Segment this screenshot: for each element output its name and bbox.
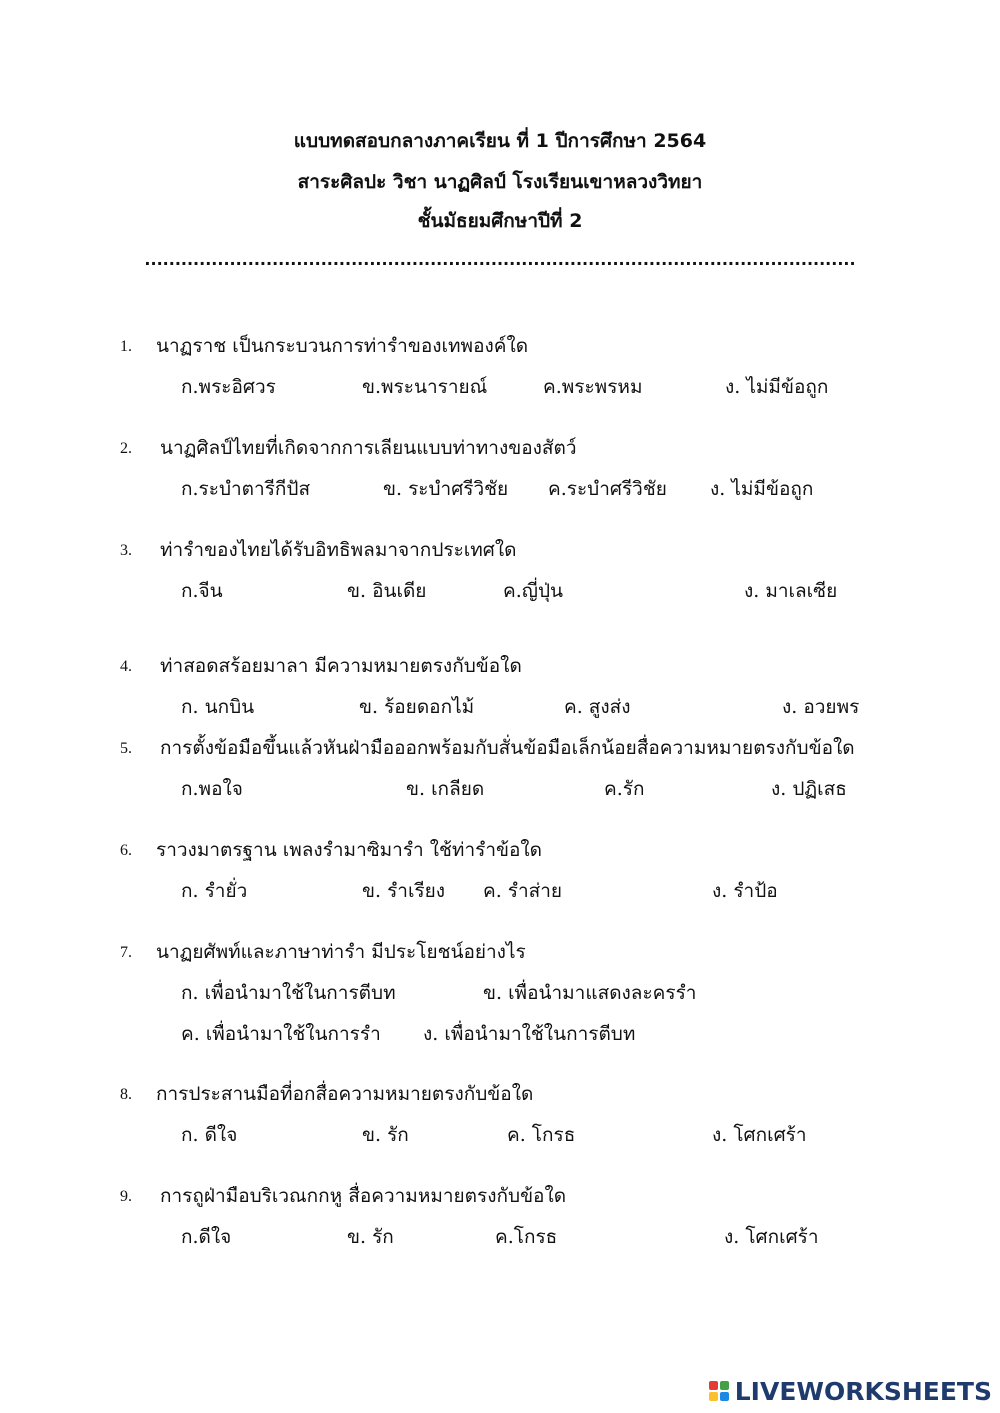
option-a: ก. ดีใจ [181,1124,238,1146]
option-d: ง. ไม่มีข้อถูก [710,478,814,500]
option-b: ข. ระบำศรีวิชัย [383,478,509,500]
logo-square-blue [720,1392,729,1401]
question-text: ท่าสอดสร้อยมาลา มีความหมายตรงกับข้อใด [160,655,522,677]
option-a: ก.ดีใจ [181,1226,232,1248]
option-c: ค.ญี่ปุ่น [503,580,563,602]
question-text: นาฏราช เป็นกระบวนการท่ารำของเทพองค์ใด [156,335,529,357]
question-number: 2. [120,440,132,457]
question-text: นาฏยศัพท์และภาษาท่ารำ มีประโยชน์อย่างไร [156,941,526,963]
option-a: ก.ระบำตารีกีปัส [181,478,311,500]
option-d: ง. โศกเศร้า [724,1226,819,1248]
question-number: 9. [120,1188,132,1205]
logo-square-red [709,1381,718,1390]
question-text: ท่ารำของไทยได้รับอิทธิพลมาจากประเทศใด [160,539,517,561]
option-b: ข. รำเรียง [362,880,446,902]
title-line-1: แบบทดสอบกลางภาคเรียน ที่ 1 ปีการศึกษา 2564 [293,130,707,152]
option-d: ง. รำป้อ [712,880,778,902]
logo-text: LIVEWORKSHEETS [734,1376,992,1406]
option-a: ก.พระอิศวร [181,376,276,398]
question-number: 5. [120,740,132,757]
option-a: ก.จีน [181,580,223,602]
option-b: ข. รัก [362,1124,409,1146]
option-d: ง. ปฏิเสธ [771,778,847,800]
option-c: ค. สูงส่ง [564,696,631,718]
option-a: ก. นกบิน [181,696,255,718]
logo-square-green [720,1381,729,1390]
question-number: 6. [120,842,132,859]
option-c: ค.รัก [604,778,645,800]
option-c: ค. รำส่าย [483,880,563,902]
option-c: ค.พระพรหม [543,376,643,398]
option-a: ก.พอใจ [181,778,243,800]
question-text: การตั้งข้อมือขึ้นแล้วหันฝ่ามือออกพร้อมกับสั่นข้อมือเล็กน้อยสื่อความหมายตรงกับข้อใด [160,737,855,759]
option-d: ง. โศกเศร้า [712,1124,807,1146]
option-b: ข. อินเดีย [347,580,427,602]
option-c: ค. เพื่อนำมาใช้ในการรำ [181,1023,381,1045]
liveworksheets-logo[interactable] [709,1376,992,1406]
logo-square-yellow [709,1392,718,1401]
question-text: ราวงมาตรฐาน เพลงรำมาซิมารำ ใช้ท่ารำข้อใด [156,839,543,861]
question-number: 1. [120,338,132,355]
option-d: ง. อวยพร [782,696,860,718]
option-d: ง. เพื่อนำมาใช้ในการตีบท [423,1023,636,1045]
question-number: 3. [120,542,132,559]
option-a: ก. เพื่อนำมาใช้ในการตีบท [181,982,396,1004]
option-b: ข. เกลียด [406,778,485,800]
option-b: ข. รัก [347,1226,394,1248]
option-c: ค.โกรธ [495,1226,558,1248]
question-text: การถูฝ่ามือบริเวณกกหู สื่อความหมายตรงกับข้อใด [160,1185,567,1207]
title-line-3: ชั้นมัธยมศึกษาปีที่ 2 [417,210,583,232]
divider-dots: ..................................................................................................................... [144,250,856,269]
option-b: ข. ร้อยดอกไม้ [359,696,475,718]
question-number: 4. [120,658,132,675]
option-d: ง. ไม่มีข้อถูก [725,376,829,398]
liveworksheets-logo-icon [709,1381,729,1401]
question-text: นาฏศิลป์ไทยที่เกิดจากการเลียนแบบท่าทางของสัตว์ [160,437,577,459]
option-d: ง. มาเลเซีย [744,580,838,602]
option-b: ข. เพื่อนำมาแสดงละครรำ [483,982,697,1004]
option-a: ก. รำยั่ว [181,880,248,902]
question-number: 7. [120,944,132,961]
question-text: การประสานมือที่อกสื่อความหมายตรงกับข้อใด [156,1083,534,1105]
option-c: ค.ระบำศรีวิชัย [548,478,667,500]
option-c: ค. โกรธ [507,1124,576,1146]
option-b: ข.พระนารายณ์ [362,376,488,398]
title-line-2: สาระศิลปะ วิชา นาฏศิลป์ โรงเรียนเขาหลวงวิทยา [297,171,703,193]
question-number: 8. [120,1086,132,1103]
